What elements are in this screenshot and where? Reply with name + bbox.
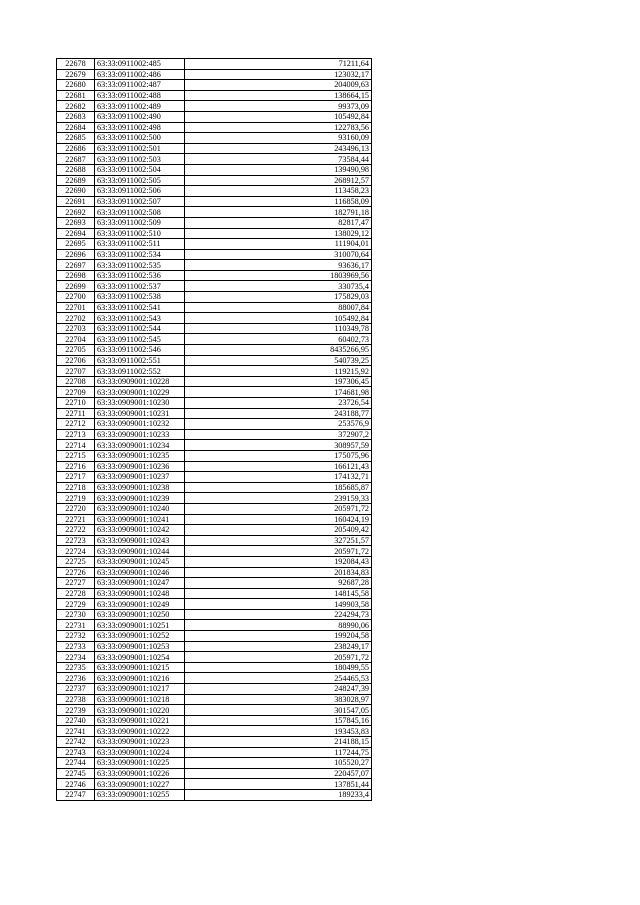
cadastral-value-cell: 105520,27 (185, 758, 372, 769)
cadastral-number-cell: 63:33:0911002:504 (95, 164, 185, 175)
cadastral-number-cell: 63:33:0909001:10215 (95, 662, 185, 673)
cadastral-number-cell: 63:33:0909001:10239 (95, 493, 185, 504)
cadastral-number-cell: 63:33:0909001:10235 (95, 450, 185, 461)
cadastral-value-cell: 148145,58 (185, 588, 372, 599)
cadastral-number-cell: 63:33:0911002:506 (95, 186, 185, 197)
cadastral-value-cell: 73584,44 (185, 154, 372, 165)
row-number-cell: 22720 (57, 503, 95, 514)
table-row (57, 186, 372, 197)
cadastral-number-cell: 63:33:0911002:485 (95, 59, 185, 70)
row-number-cell: 22689 (57, 175, 95, 186)
cadastral-value-cell: 174681,98 (185, 387, 372, 398)
table-row (57, 133, 372, 144)
cadastral-number-cell: 63:33:0911002:487 (95, 80, 185, 91)
cadastral-value-cell: 110349,78 (185, 323, 372, 334)
cadastral-value-cell: 205409,42 (185, 525, 372, 536)
row-number-cell: 22742 (57, 737, 95, 748)
table-row (57, 334, 372, 345)
cadastral-number-cell: 63:33:0911002:538 (95, 292, 185, 303)
cadastral-number-cell: 63:33:0911002:511 (95, 239, 185, 250)
cadastral-number-cell: 63:33:0909001:10253 (95, 641, 185, 652)
cadastral-value-cell: 239159,33 (185, 493, 372, 504)
cadastral-value-cell: 117244,75 (185, 747, 372, 758)
cadastral-number-cell: 63:33:0909001:10236 (95, 461, 185, 472)
row-number-cell: 22717 (57, 472, 95, 483)
table-row (57, 652, 372, 663)
table-row (57, 525, 372, 536)
table-row (57, 440, 372, 451)
row-number-cell: 22699 (57, 281, 95, 292)
table-row (57, 239, 372, 250)
cadastral-number-cell: 63:33:0909001:10238 (95, 482, 185, 493)
row-number-cell: 22740 (57, 715, 95, 726)
cadastral-value-cell: 122783,56 (185, 122, 372, 133)
cadastral-value-cell: 540739,25 (185, 355, 372, 366)
table-row (57, 228, 372, 239)
table-row (57, 260, 372, 271)
cadastral-value-cell: 111904,01 (185, 239, 372, 250)
table-row (57, 588, 372, 599)
cadastral-number-cell: 63:33:0911002:505 (95, 175, 185, 186)
table-row (57, 493, 372, 504)
table-row (57, 249, 372, 260)
cadastral-number-cell: 63:33:0909001:10248 (95, 588, 185, 599)
table-row (57, 535, 372, 546)
cadastral-value-cell: 93160,09 (185, 133, 372, 144)
row-number-cell: 22684 (57, 122, 95, 133)
row-number-cell: 22683 (57, 111, 95, 122)
cadastral-number-cell: 63:33:0911002:545 (95, 334, 185, 345)
row-number-cell: 22730 (57, 609, 95, 620)
cadastral-value-cell: 88007,84 (185, 302, 372, 313)
table-row (57, 143, 372, 154)
cadastral-number-cell: 63:33:0911002:536 (95, 270, 185, 281)
table-row (57, 429, 372, 440)
cadastral-number-cell: 63:33:0909001:10252 (95, 631, 185, 642)
row-number-cell: 22716 (57, 461, 95, 472)
cadastral-number-cell: 63:33:0909001:10234 (95, 440, 185, 451)
cadastral-number-cell: 63:33:0909001:10251 (95, 620, 185, 631)
table-row (57, 59, 372, 70)
table-row (57, 556, 372, 567)
table-row (57, 366, 372, 377)
cadastral-number-cell: 63:33:0909001:10242 (95, 525, 185, 536)
table-row (57, 715, 372, 726)
row-number-cell: 22697 (57, 260, 95, 271)
cadastral-value-cell: 113458,23 (185, 186, 372, 197)
cadastral-number-cell: 63:33:0909001:10226 (95, 768, 185, 779)
cadastral-number-cell: 63:33:0909001:10249 (95, 599, 185, 610)
table-row (57, 154, 372, 165)
row-number-cell: 22680 (57, 80, 95, 91)
cadastral-number-cell: 63:33:0909001:10216 (95, 673, 185, 684)
table-row (57, 122, 372, 133)
table-row (57, 662, 372, 673)
row-number-cell: 22678 (57, 59, 95, 70)
cadastral-value-cell: 205971,72 (185, 546, 372, 557)
row-number-cell: 22723 (57, 535, 95, 546)
table-row (57, 270, 372, 281)
cadastral-value-cell: 248247,39 (185, 684, 372, 695)
cadastral-number-cell: 63:33:0911002:490 (95, 111, 185, 122)
cadastral-value-cell: 149903,58 (185, 599, 372, 610)
cadastral-value-table (56, 58, 372, 801)
cadastral-value-cell: 204009,63 (185, 80, 372, 91)
cadastral-value-cell: 330735,4 (185, 281, 372, 292)
cadastral-value-cell: 123032,17 (185, 69, 372, 80)
table-row (57, 207, 372, 218)
row-number-cell: 22741 (57, 726, 95, 737)
cadastral-number-cell: 63:33:0911002:551 (95, 355, 185, 366)
cadastral-number-cell: 63:33:0909001:10244 (95, 546, 185, 557)
cadastral-value-cell: 175075,96 (185, 450, 372, 461)
cadastral-number-cell: 63:33:0909001:10243 (95, 535, 185, 546)
cadastral-value-cell: 71211,64 (185, 59, 372, 70)
row-number-cell: 22698 (57, 270, 95, 281)
cadastral-value-cell: 199204,58 (185, 631, 372, 642)
row-number-cell: 22681 (57, 90, 95, 101)
cadastral-number-cell: 63:33:0911002:552 (95, 366, 185, 377)
cadastral-value-cell: 243188,77 (185, 408, 372, 419)
table-row (57, 175, 372, 186)
row-number-cell: 22688 (57, 164, 95, 175)
cadastral-value-cell: 8435266,95 (185, 345, 372, 356)
cadastral-number-cell: 63:33:0909001:10240 (95, 503, 185, 514)
row-number-cell: 22700 (57, 292, 95, 303)
row-number-cell: 22714 (57, 440, 95, 451)
cadastral-number-cell: 63:33:0911002:486 (95, 69, 185, 80)
table-row (57, 217, 372, 228)
cadastral-value-cell: 193453,83 (185, 726, 372, 737)
table-row (57, 620, 372, 631)
row-number-cell: 22718 (57, 482, 95, 493)
table-row (57, 747, 372, 758)
row-number-cell: 22746 (57, 779, 95, 790)
cadastral-value-cell: 166121,43 (185, 461, 372, 472)
table-row (57, 69, 372, 80)
cadastral-value-cell: 1803969,56 (185, 270, 372, 281)
cadastral-value-cell: 192084,43 (185, 556, 372, 567)
row-number-cell: 22713 (57, 429, 95, 440)
cadastral-value-cell: 268912,57 (185, 175, 372, 186)
row-number-cell: 22739 (57, 705, 95, 716)
row-number-cell: 22705 (57, 345, 95, 356)
cadastral-value-cell: 88990,06 (185, 620, 372, 631)
cadastral-number-cell: 63:33:0911002:537 (95, 281, 185, 292)
cadastral-number-cell: 63:33:0909001:10229 (95, 387, 185, 398)
cadastral-value-cell: 372907,2 (185, 429, 372, 440)
cadastral-number-cell: 63:33:0909001:10225 (95, 758, 185, 769)
table-row (57, 482, 372, 493)
row-number-cell: 22707 (57, 366, 95, 377)
cadastral-number-cell: 63:33:0911002:489 (95, 101, 185, 112)
row-number-cell: 22734 (57, 652, 95, 663)
cadastral-number-cell: 63:33:0911002:534 (95, 249, 185, 260)
cadastral-number-cell: 63:33:0911002:509 (95, 217, 185, 228)
table-row (57, 111, 372, 122)
cadastral-value-cell: 105492,84 (185, 313, 372, 324)
table-row (57, 705, 372, 716)
cadastral-value-cell: 105492,84 (185, 111, 372, 122)
table-row (57, 376, 372, 387)
table-row (57, 641, 372, 652)
table-row (57, 450, 372, 461)
table-row (57, 196, 372, 207)
table-row (57, 408, 372, 419)
row-number-cell: 22685 (57, 133, 95, 144)
row-number-cell: 22710 (57, 398, 95, 409)
cadastral-number-cell: 63:33:0909001:10222 (95, 726, 185, 737)
cadastral-value-cell: 308957,59 (185, 440, 372, 451)
table-row (57, 779, 372, 790)
cadastral-number-cell: 63:33:0909001:10246 (95, 567, 185, 578)
row-number-cell: 22738 (57, 694, 95, 705)
cadastral-number-cell: 63:33:0911002:510 (95, 228, 185, 239)
cadastral-number-cell: 63:33:0911002:500 (95, 133, 185, 144)
cadastral-number-cell: 63:33:0911002:543 (95, 313, 185, 324)
row-number-cell: 22692 (57, 207, 95, 218)
table-row (57, 472, 372, 483)
cadastral-value-cell: 60402,73 (185, 334, 372, 345)
cadastral-value-cell: 160424,19 (185, 514, 372, 525)
cadastral-value-cell: 182791,18 (185, 207, 372, 218)
row-number-cell: 22696 (57, 249, 95, 260)
table-row (57, 281, 372, 292)
cadastral-value-cell: 93636,17 (185, 260, 372, 271)
cadastral-number-cell: 63:33:0911002:508 (95, 207, 185, 218)
row-number-cell: 22728 (57, 588, 95, 599)
table-row (57, 673, 372, 684)
cadastral-number-cell: 63:33:0909001:10230 (95, 398, 185, 409)
cadastral-number-cell: 63:33:0909001:10233 (95, 429, 185, 440)
row-number-cell: 22695 (57, 239, 95, 250)
row-number-cell: 22719 (57, 493, 95, 504)
cadastral-value-cell: 174132,71 (185, 472, 372, 483)
table-row (57, 609, 372, 620)
cadastral-number-cell: 63:33:0911002:501 (95, 143, 185, 154)
row-number-cell: 22726 (57, 567, 95, 578)
cadastral-number-cell: 63:33:0911002:503 (95, 154, 185, 165)
row-number-cell: 22744 (57, 758, 95, 769)
table-row (57, 313, 372, 324)
cadastral-number-cell: 63:33:0911002:541 (95, 302, 185, 313)
cadastral-value-cell: 310070,64 (185, 249, 372, 260)
row-number-cell: 22708 (57, 376, 95, 387)
row-number-cell: 22711 (57, 408, 95, 419)
cadastral-number-cell: 63:33:0909001:10237 (95, 472, 185, 483)
cadastral-number-cell: 63:33:0909001:10241 (95, 514, 185, 525)
row-number-cell: 22703 (57, 323, 95, 334)
row-number-cell: 22709 (57, 387, 95, 398)
table-row (57, 164, 372, 175)
cadastral-number-cell: 63:33:0909001:10245 (95, 556, 185, 567)
cadastral-value-cell: 82817,47 (185, 217, 372, 228)
row-number-cell: 22725 (57, 556, 95, 567)
row-number-cell: 22721 (57, 514, 95, 525)
cadastral-number-cell: 63:33:0909001:10217 (95, 684, 185, 695)
row-number-cell: 22724 (57, 546, 95, 557)
row-number-cell: 22687 (57, 154, 95, 165)
row-number-cell: 22690 (57, 186, 95, 197)
table-row (57, 461, 372, 472)
cadastral-value-cell: 383028,97 (185, 694, 372, 705)
row-number-cell: 22712 (57, 419, 95, 430)
table-row (57, 546, 372, 557)
table-row (57, 726, 372, 737)
cadastral-value-cell: 139490,98 (185, 164, 372, 175)
cadastral-number-cell: 63:33:0909001:10232 (95, 419, 185, 430)
row-number-cell: 22745 (57, 768, 95, 779)
table-row (57, 768, 372, 779)
table-row (57, 684, 372, 695)
table-row (57, 90, 372, 101)
row-number-cell: 22727 (57, 578, 95, 589)
table-row (57, 419, 372, 430)
table-row (57, 323, 372, 334)
row-number-cell: 22706 (57, 355, 95, 366)
table-row (57, 80, 372, 91)
cadastral-number-cell: 63:33:0909001:10221 (95, 715, 185, 726)
cadastral-value-cell: 224294,73 (185, 609, 372, 620)
cadastral-value-cell: 138029,12 (185, 228, 372, 239)
cadastral-number-cell: 63:33:0911002:546 (95, 345, 185, 356)
cadastral-number-cell: 63:33:0909001:10247 (95, 578, 185, 589)
table-row (57, 302, 372, 313)
cadastral-value-cell: 254465,53 (185, 673, 372, 684)
cadastral-value-cell: 116858,09 (185, 196, 372, 207)
row-number-cell: 22679 (57, 69, 95, 80)
cadastral-value-cell: 214188,15 (185, 737, 372, 748)
cadastral-number-cell: 63:33:0909001:10220 (95, 705, 185, 716)
row-number-cell: 22731 (57, 620, 95, 631)
row-number-cell: 22743 (57, 747, 95, 758)
cadastral-value-cell: 157845,16 (185, 715, 372, 726)
cadastral-value-cell: 327251,57 (185, 535, 372, 546)
row-number-cell: 22737 (57, 684, 95, 695)
cadastral-value-cell: 99373,09 (185, 101, 372, 112)
table-row (57, 578, 372, 589)
cadastral-number-cell: 63:33:0909001:10231 (95, 408, 185, 419)
cadastral-number-cell: 63:33:0911002:535 (95, 260, 185, 271)
table-row (57, 758, 372, 769)
table-row (57, 387, 372, 398)
table-row (57, 101, 372, 112)
row-number-cell: 22747 (57, 789, 95, 800)
table-body (57, 59, 372, 801)
cadastral-value-cell: 220457,07 (185, 768, 372, 779)
cadastral-number-cell: 63:33:0909001:10227 (95, 779, 185, 790)
cadastral-number-cell: 63:33:0909001:10254 (95, 652, 185, 663)
row-number-cell: 22733 (57, 641, 95, 652)
row-number-cell: 22736 (57, 673, 95, 684)
row-number-cell: 22686 (57, 143, 95, 154)
table-row (57, 503, 372, 514)
cadastral-value-cell: 138664,15 (185, 90, 372, 101)
cadastral-value-cell: 197306,45 (185, 376, 372, 387)
cadastral-number-cell: 63:33:0909001:10218 (95, 694, 185, 705)
table-row (57, 631, 372, 642)
table-row (57, 292, 372, 303)
cadastral-number-cell: 63:33:0911002:498 (95, 122, 185, 133)
cadastral-value-cell: 301547,05 (185, 705, 372, 716)
row-number-cell: 22693 (57, 217, 95, 228)
cadastral-value-cell: 175829,03 (185, 292, 372, 303)
cadastral-value-cell: 92687,28 (185, 578, 372, 589)
cadastral-value-cell: 119215,92 (185, 366, 372, 377)
cadastral-value-cell: 205971,72 (185, 652, 372, 663)
table-row (57, 398, 372, 409)
cadastral-value-cell: 189233,4 (185, 789, 372, 800)
cadastral-value-cell: 23726,54 (185, 398, 372, 409)
row-number-cell: 22715 (57, 450, 95, 461)
row-number-cell: 22691 (57, 196, 95, 207)
cadastral-value-cell: 180499,55 (185, 662, 372, 673)
cadastral-number-cell: 63:33:0909001:10255 (95, 789, 185, 800)
cadastral-value-cell: 238249,17 (185, 641, 372, 652)
cadastral-number-cell: 63:33:0909001:10250 (95, 609, 185, 620)
row-number-cell: 22694 (57, 228, 95, 239)
table-row (57, 694, 372, 705)
cadastral-value-cell: 205971,72 (185, 503, 372, 514)
cadastral-value-cell: 243496,13 (185, 143, 372, 154)
cadastral-value-cell: 201834,83 (185, 567, 372, 578)
table-row (57, 514, 372, 525)
row-number-cell: 22729 (57, 599, 95, 610)
cadastral-number-cell: 63:33:0909001:10224 (95, 747, 185, 758)
table-row (57, 599, 372, 610)
cadastral-value-cell: 137851,44 (185, 779, 372, 790)
row-number-cell: 22735 (57, 662, 95, 673)
cadastral-value-cell: 253576,9 (185, 419, 372, 430)
table-row (57, 567, 372, 578)
cadastral-number-cell: 63:33:0909001:10228 (95, 376, 185, 387)
row-number-cell: 22732 (57, 631, 95, 642)
row-number-cell: 22704 (57, 334, 95, 345)
cadastral-number-cell: 63:33:0909001:10223 (95, 737, 185, 748)
row-number-cell: 22701 (57, 302, 95, 313)
cadastral-number-cell: 63:33:0911002:544 (95, 323, 185, 334)
table-row (57, 737, 372, 748)
cadastral-number-cell: 63:33:0911002:507 (95, 196, 185, 207)
cadastral-value-cell: 185685,87 (185, 482, 372, 493)
table-row (57, 355, 372, 366)
row-number-cell: 22682 (57, 101, 95, 112)
table-row (57, 789, 372, 800)
table-row (57, 345, 372, 356)
row-number-cell: 22702 (57, 313, 95, 324)
cadastral-number-cell: 63:33:0911002:488 (95, 90, 185, 101)
row-number-cell: 22722 (57, 525, 95, 536)
